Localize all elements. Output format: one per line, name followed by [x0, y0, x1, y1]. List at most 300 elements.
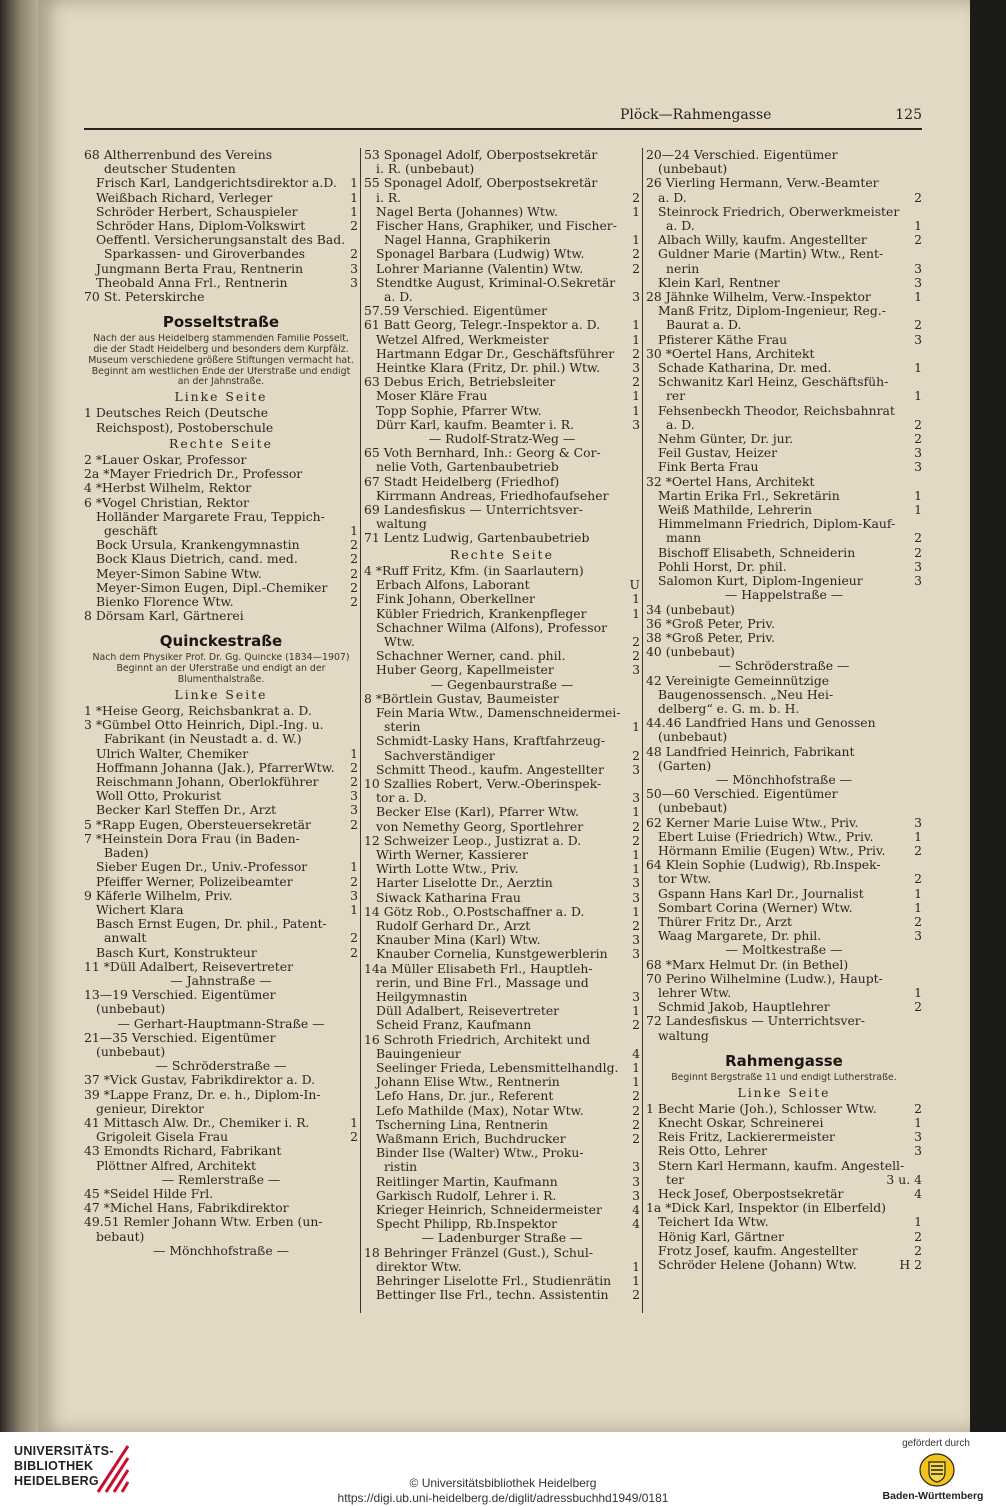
entry-text: Fein Maria Wtw., Damenschneidermei- — [376, 705, 621, 720]
entry-line — [364, 1089, 640, 1103]
entry-text: Bettinger Ilse Frl., techn. Assistentin — [376, 1288, 609, 1303]
entry-line — [364, 318, 640, 332]
street-heading — [84, 629, 358, 653]
entry-line — [364, 962, 640, 976]
entry-line — [364, 375, 640, 389]
entry-text: ristin — [384, 1160, 418, 1175]
entry-line — [646, 1159, 922, 1173]
entry-line — [646, 148, 922, 162]
floor-number: 3 — [914, 559, 922, 574]
entry-line — [84, 832, 358, 846]
entry-text: Holländer Margarete Frau, Teppich- — [96, 509, 325, 524]
entry-line — [84, 1215, 358, 1229]
entry-line — [84, 1144, 358, 1158]
entry-text: 10 Szallies Robert, Verw.-Oberinspek- — [364, 776, 602, 791]
state-name: Baden-Württemberg — [882, 1490, 984, 1502]
entry-line — [84, 917, 358, 931]
floor-number: 2 — [914, 914, 922, 929]
entry-line — [364, 734, 640, 748]
entry-text: — Rudolf-Stratz-Weg — — [428, 432, 576, 447]
entry-text: 14a Müller Elisabeth Frl., Hauptleh- — [364, 961, 593, 976]
floor-number: 2 — [350, 566, 358, 581]
entry-text: Himmelmann Friedrich, Diplom-Kauf- — [658, 517, 896, 532]
floor-number: 4 — [914, 1187, 922, 1202]
entry-line — [84, 960, 358, 974]
entry-text: 6 *Vogel Christian, Rektor — [84, 495, 249, 510]
entry-text: Weißbach Richard, Verleger — [96, 190, 273, 205]
entry-text: Beginnt am westlichen Ende der Uferstraße und endigt an der Jahnstraße. — [91, 366, 351, 388]
floor-number: U — [629, 578, 640, 593]
entry-text: 14 Götz Rob., O.Postschaffner a. D. — [364, 904, 585, 919]
entry-text: Erbach Alfons, Laborant — [376, 578, 530, 593]
entry-line — [84, 219, 358, 233]
entry-line — [364, 706, 640, 720]
entry-line — [84, 875, 358, 889]
entry-line — [646, 1258, 922, 1272]
entry-line — [646, 617, 922, 631]
floor-number: 2 — [914, 531, 922, 546]
entry-line — [364, 1217, 640, 1231]
floor-number: 1 — [350, 1115, 358, 1130]
entry-line — [364, 1274, 640, 1288]
library-name-line: BIBLIOTHEK — [14, 1459, 94, 1473]
entry-line — [646, 872, 922, 886]
entry-text: 67 Stadt Heidelberg (Friedhof) — [364, 474, 560, 489]
entry-text: Dürr Karl, kaufm. Beamter i. R. — [376, 417, 575, 432]
entry-text: Nagel Berta (Johannes) Wtw. — [376, 204, 558, 219]
floor-number: 1 — [632, 904, 640, 919]
entry-line — [84, 595, 358, 609]
entry-line — [364, 446, 640, 460]
entry-line — [646, 887, 922, 901]
entry-text: waltung — [376, 517, 427, 532]
entry-text: Binder Ilse (Walter) Wtw., Proku- — [376, 1146, 584, 1161]
entry-text: Kirrmann Andreas, Friedhofaufseher — [376, 488, 609, 503]
floor-number: 1 — [914, 900, 922, 915]
floor-number: 1 — [914, 488, 922, 503]
entry-text: 48 Landfried Heinrich, Fabrikant — [646, 744, 855, 759]
entry-text: Stendtke August, Kriminal-O.Sekretär — [376, 275, 616, 290]
floor-number: 2 — [632, 190, 640, 205]
entry-line — [646, 745, 922, 759]
entry-text: — Schröderstraße — — [718, 659, 850, 674]
entry-line — [84, 1159, 358, 1173]
entry-text: 65 Voth Bernhard, Inh.: Georg & Cor- — [364, 446, 601, 461]
entry-line — [364, 531, 640, 545]
entry-line — [364, 1047, 640, 1061]
entry-text: (Garten) — [658, 758, 712, 773]
entry-text: Reitlinger Martin, Kaufmann — [376, 1174, 558, 1189]
entry-text: — Gerhart-Hauptmann-Straße — — [117, 1016, 325, 1031]
floor-number: 2 — [914, 872, 922, 887]
entry-line — [84, 233, 358, 247]
floor-number: 1 — [632, 720, 640, 735]
entry-text: — Happelstraße — — [724, 588, 844, 603]
entry-line — [84, 552, 358, 566]
floor-number: 1 — [632, 1259, 640, 1274]
floor-number: 3 — [914, 275, 922, 290]
entry-text: Teichert Ida Wtw. — [658, 1215, 769, 1230]
entry-line — [364, 876, 640, 890]
entry-text: geschäft — [104, 524, 158, 539]
entry-text: Fehsenbeckh Theodor, Reichsbahnrat — [658, 403, 895, 418]
entry-text: 26 Vierling Hermann, Verw.-Beamter — [646, 176, 879, 191]
coat-of-arms-icon — [918, 1452, 956, 1488]
entry-line — [84, 889, 358, 903]
copyright-notice: © Universitätsbibliothek Heidelberg — [409, 1476, 597, 1490]
street-heading — [646, 1049, 922, 1073]
street-note — [84, 334, 358, 366]
floor-number: 2 — [632, 261, 640, 276]
entry-text: Beginnt an der Uferstraße und endigt an der Blumenthalstraße. — [116, 664, 326, 686]
entry-text: Rudolf Gerhard Dr., Arzt — [376, 918, 531, 933]
floor-number: 3 u. 4 — [886, 1172, 922, 1187]
entry-text: delberg“ e. G. m. b. H. — [658, 701, 800, 716]
entry-line — [84, 148, 358, 162]
floor-number: 1 — [350, 524, 358, 539]
floor-number: 2 — [914, 843, 922, 858]
floor-number: 1 — [632, 389, 640, 404]
floor-number: 3 — [632, 1188, 640, 1203]
floor-number: 3 — [632, 791, 640, 806]
entry-text: 69 Landesfiskus — Unterrichtsver- — [364, 503, 583, 518]
entry-text: Knauber Cornelia, Kunstgewerblerin — [376, 947, 608, 962]
entry-line — [364, 347, 640, 361]
entry-text: 1a *Dick Karl, Inspektor (in Elberfeld) — [646, 1201, 886, 1216]
entry-line — [364, 621, 640, 635]
entry-text: 2a *Mayer Friedrich Dr., Professor — [84, 467, 303, 482]
floor-number: 3 — [350, 803, 358, 818]
entry-line — [364, 578, 640, 592]
entry-text: Schröder Hans, Diplom-Volkswirt — [96, 219, 306, 234]
entry-text: (unbebaut) — [658, 801, 728, 816]
entry-text: Guldner Marie (Martin) Wtw., Rent- — [658, 247, 884, 262]
entry-line — [84, 747, 358, 761]
entry-text: Fabrikant (in Neustadt a. d. W.) — [104, 732, 302, 747]
floor-number: 2 — [632, 649, 640, 664]
entry-text: — Schröderstraße — — [155, 1059, 287, 1074]
entry-line — [364, 607, 640, 621]
entry-text: Schröder Herbert, Schauspieler — [96, 204, 298, 219]
floor-number: 1 — [914, 290, 922, 305]
entry-line — [84, 732, 358, 746]
entry-text: Frisch Karl, Landgerichtsdirektor a.D. — [96, 176, 337, 191]
floor-number: 1 — [350, 902, 358, 917]
floor-number: 2 — [632, 346, 640, 361]
entry-line — [646, 1230, 922, 1244]
entry-text: Rahmengasse — [725, 1051, 843, 1070]
entry-text: Martin Erika Frl., Sekretärin — [658, 488, 840, 503]
entry-line — [646, 219, 922, 233]
entry-text: Schmid Jakob, Hauptlehrer — [658, 1000, 830, 1015]
cross-street — [364, 432, 640, 446]
floor-number: 3 — [632, 933, 640, 948]
floor-number: 1 — [914, 503, 922, 518]
entry-line — [84, 524, 358, 538]
entry-text: Kübler Friedrich, Krankenpfleger — [376, 606, 587, 621]
entry-line — [646, 1014, 922, 1028]
entry-text: Schmidt-Lasky Hans, Kraftfahrzeug- — [376, 734, 606, 749]
cross-street — [84, 1017, 358, 1031]
entry-text: Baurat a. D. — [666, 318, 742, 333]
floor-number: 2 — [632, 748, 640, 763]
entry-line — [646, 389, 922, 403]
entry-line — [364, 404, 640, 418]
entry-text: Jungmann Berta Frau, Rentnerin — [96, 261, 304, 276]
entry-text: sterin — [384, 720, 421, 735]
entry-text: Heintke Klara (Fritz, Dr. phil.) Wtw. — [376, 361, 601, 376]
entry-text: 57.59 Verschied. Eigentümer — [364, 304, 548, 319]
entry-line — [84, 903, 358, 917]
floor-number: 2 — [914, 1229, 922, 1244]
entry-line — [646, 375, 922, 389]
entry-text: nerin — [666, 261, 700, 276]
floor-number: 2 — [914, 432, 922, 447]
entry-text: (unbebaut) — [96, 1044, 166, 1059]
entry-line — [84, 1130, 358, 1144]
entry-text: Sparkassen- und Giroverbandes — [104, 247, 306, 262]
entry-line — [646, 191, 922, 205]
entry-line — [364, 1033, 640, 1047]
entry-line — [84, 1201, 358, 1215]
entry-text: Krieger Heinrich, Schneidermeister — [376, 1203, 602, 1218]
entry-text: Bock Klaus Dietrich, cand. med. — [96, 552, 298, 567]
floor-number: 2 — [632, 247, 640, 262]
entry-line — [646, 347, 922, 361]
entry-line — [646, 418, 922, 432]
entry-line — [646, 176, 922, 190]
entry-line — [84, 988, 358, 1002]
entry-line — [364, 361, 640, 375]
floor-number: 3 — [632, 1174, 640, 1189]
entry-line — [364, 1004, 640, 1018]
floor-number: 3 — [632, 947, 640, 962]
cross-street — [646, 588, 922, 602]
entry-text: (unbebaut) — [658, 730, 728, 745]
entry-line — [84, 789, 358, 803]
entry-text: Schade Katharina, Dr. med. — [658, 361, 832, 376]
entry-line — [646, 333, 922, 347]
entry-text: Wirth Werner, Kassierer — [376, 847, 528, 862]
entry-text: i. R. — [376, 190, 402, 205]
entry-text: Sponagel Barbara (Ludwig) Wtw. — [376, 247, 585, 262]
permalink[interactable]: https://digi.ub.uni-heidelberg.de/diglit/adressbuchhd1949/0181 — [337, 1491, 669, 1505]
entry-text: anwalt — [104, 931, 147, 946]
entry-text: i. R. (unbebaut) — [376, 162, 475, 177]
entry-line — [84, 581, 358, 595]
entry-line — [646, 446, 922, 460]
entry-line — [646, 958, 922, 972]
floor-number: 1 — [914, 886, 922, 901]
entry-text: — Ladenburger Straße — — [421, 1231, 583, 1246]
entry-line — [646, 674, 922, 688]
floor-number: 1 — [632, 606, 640, 621]
entry-text: 13—19 Verschied. Eigentümer — [84, 988, 276, 1003]
entry-text: Garkisch Rudolf, Lehrer i. R. — [376, 1188, 557, 1203]
entry-text: Meyer-Simon Eugen, Dipl.-Chemiker — [96, 580, 328, 595]
entry-text: 50—60 Verschied. Eigentümer — [646, 787, 838, 802]
entry-line — [646, 844, 922, 858]
entry-line — [84, 176, 358, 190]
directory-column-1 — [84, 148, 358, 1318]
street-note — [646, 1073, 922, 1084]
entry-text: direktor Wtw. — [376, 1259, 462, 1274]
entry-text: Albach Willy, kaufm. Angestellter — [658, 233, 867, 248]
entry-text: Wirth Lotte Wtw., Priv. — [376, 862, 519, 877]
entry-text: 4 *Ruff Fritz, Kfm. (in Saarlautern) — [364, 563, 584, 578]
entry-text: 7 *Heinstein Dora Frau (in Baden- — [84, 831, 300, 846]
cross-street — [84, 1244, 358, 1258]
entry-text: Baden) — [104, 846, 149, 861]
entry-text: Pfeiffer Werner, Polizeibeamter — [96, 874, 293, 889]
floor-number: 2 — [350, 219, 358, 234]
entry-line — [364, 1075, 640, 1089]
floor-number: 3 — [914, 815, 922, 830]
entry-text: Sieber Eugen Dr., Univ.-Professor — [96, 860, 308, 875]
entry-text: Harter Liselotte Dr., Aerztin — [376, 876, 553, 891]
entry-line — [364, 862, 640, 876]
entry-line — [364, 205, 640, 219]
entry-text: Baugenossensch. „Neu Hei- — [658, 687, 834, 702]
floor-number: 1 — [914, 829, 922, 844]
entry-text: lehrer Wtw. — [658, 985, 732, 1000]
entry-line — [84, 803, 358, 817]
entry-line — [84, 1187, 358, 1201]
floor-number: 3 — [632, 876, 640, 891]
entry-line — [646, 318, 922, 332]
entry-line — [84, 481, 358, 495]
floor-number: 2 — [350, 552, 358, 567]
floor-number: 2 — [632, 1117, 640, 1132]
entry-line — [364, 663, 640, 677]
entry-text: 63 Debus Erich, Betriebsleiter — [364, 375, 556, 390]
floor-number: 1 — [632, 1061, 640, 1075]
entry-text: Linke Seite — [174, 390, 268, 405]
entry-text: Topp Sophie, Pfarrer Wtw. — [376, 403, 542, 418]
side-heading — [646, 1086, 922, 1100]
entry-line — [646, 915, 922, 929]
entry-text: Nach der aus Heidelberg stammenden Familie Posselt, die der Stadt Heidelberg und besonders dem Kurpfälz. Museum verschiedene größere Stiftungen vermacht hat. — [88, 334, 354, 366]
entry-line — [646, 1029, 922, 1043]
entry-line — [364, 919, 640, 933]
floor-number: 1 — [632, 862, 640, 877]
street-heading — [84, 310, 358, 334]
entry-text: 1 Becht Marie (Joh.), Schlosser Wtw. — [646, 1101, 877, 1116]
floor-number: 1 — [350, 204, 358, 219]
entry-line — [364, 791, 640, 805]
cross-street — [646, 943, 922, 957]
floor-number: 3 — [632, 762, 640, 777]
entry-text: Fink Johann, Oberkellner — [376, 592, 535, 607]
entry-line — [646, 986, 922, 1000]
entry-text: mann — [666, 531, 702, 546]
entry-line — [364, 247, 640, 261]
entry-line — [84, 1031, 358, 1045]
entry-text: 4 *Herbst Wilhelm, Rektor — [84, 481, 252, 496]
entry-text: Hörmann Emilie (Eugen) Wtw., Priv. — [658, 843, 886, 858]
floor-number: 2 — [632, 1018, 640, 1033]
entry-text: 49.51 Remler Johann Wtw. Erben (un- — [84, 1215, 323, 1230]
entry-text: (unbebaut) — [658, 162, 728, 177]
entry-line — [646, 304, 922, 318]
entry-text: Nagel Hanna, Graphikerin — [384, 233, 551, 248]
floor-number: 1 — [632, 233, 640, 248]
entry-line — [646, 247, 922, 261]
entry-line — [646, 1173, 922, 1187]
entry-line — [364, 592, 640, 606]
entry-text: 45 *Seidel Hilde Frl. — [84, 1186, 214, 1201]
cross-street — [646, 773, 922, 787]
floor-number: 1 — [350, 860, 358, 875]
entry-text: 20—24 Verschied. Eigentümer — [646, 148, 838, 162]
floor-number: 1 — [632, 1075, 640, 1090]
entry-line — [364, 191, 640, 205]
entry-line — [646, 404, 922, 418]
entry-text: Meyer-Simon Sabine Wtw. — [96, 566, 262, 581]
entry-text: Moser Kläre Frau — [376, 389, 488, 404]
floor-number: 2 — [632, 1288, 640, 1303]
cross-street — [364, 1231, 640, 1245]
entry-text: Lefo Hans, Dr. jur., Referent — [376, 1089, 554, 1104]
floor-number: 2 — [632, 1103, 640, 1118]
entry-line — [364, 503, 640, 517]
entry-text: 37 *Vick Gustav, Fabrikdirektor a. D. — [84, 1073, 316, 1088]
entry-text: tor Wtw. — [658, 872, 712, 887]
entry-line — [364, 1246, 640, 1260]
floor-number: 1 — [914, 985, 922, 1000]
entry-line — [364, 720, 640, 734]
entry-text: Fischer Hans, Graphiker, und Fischer- — [376, 219, 617, 234]
entry-line — [84, 1002, 358, 1016]
entry-text: 34 (unbebaut) — [646, 602, 735, 617]
floor-number: 3 — [914, 1130, 922, 1145]
entry-text: Manß Fritz, Diplom-Ingenieur, Reg.- — [658, 304, 886, 319]
entry-text: Pohli Horst, Dr. phil. — [658, 559, 787, 574]
entry-text: 5 *Rapp Eugen, Obersteuersekretär — [84, 817, 311, 832]
entry-line — [364, 1203, 640, 1217]
entry-line — [646, 1102, 922, 1116]
entry-line — [364, 976, 640, 990]
side-heading — [84, 437, 358, 451]
entry-text: Wichert Klara — [96, 902, 184, 917]
entry-line — [364, 649, 640, 663]
entry-line — [646, 972, 922, 986]
entry-line — [364, 219, 640, 233]
street-note — [84, 653, 358, 664]
entry-text: 2 *Lauer Oskar, Professor — [84, 453, 247, 468]
entry-text: Schachner Wilma (Alfons), Professor — [376, 620, 607, 635]
library-name-line: HEIDELBERG — [14, 1474, 99, 1488]
entry-line — [646, 276, 922, 290]
entry-line — [646, 1215, 922, 1229]
street-note — [84, 664, 358, 686]
entry-text: Sombart Corina (Werner) Wtw. — [658, 900, 853, 915]
floor-number: 3 — [632, 989, 640, 1004]
entry-line — [84, 510, 358, 524]
floor-number: 2 — [350, 874, 358, 889]
entry-line — [364, 1018, 640, 1032]
entry-line — [84, 205, 358, 219]
floor-number: 4 — [632, 1217, 640, 1232]
floor-number: 3 — [914, 261, 922, 276]
entry-text: 43 Emondts Richard, Fabrikant — [84, 1144, 282, 1159]
entry-text: Hartmann Edgar Dr., Geschäftsführer — [376, 346, 615, 361]
entry-text: Bienko Florence Wtw. — [96, 595, 234, 610]
entry-line — [364, 1175, 640, 1189]
entry-line — [364, 947, 640, 961]
entry-text: Ebert Luise (Friedrich) Wtw., Priv. — [658, 829, 874, 844]
entry-text: Woll Otto, Prokurist — [96, 789, 222, 804]
